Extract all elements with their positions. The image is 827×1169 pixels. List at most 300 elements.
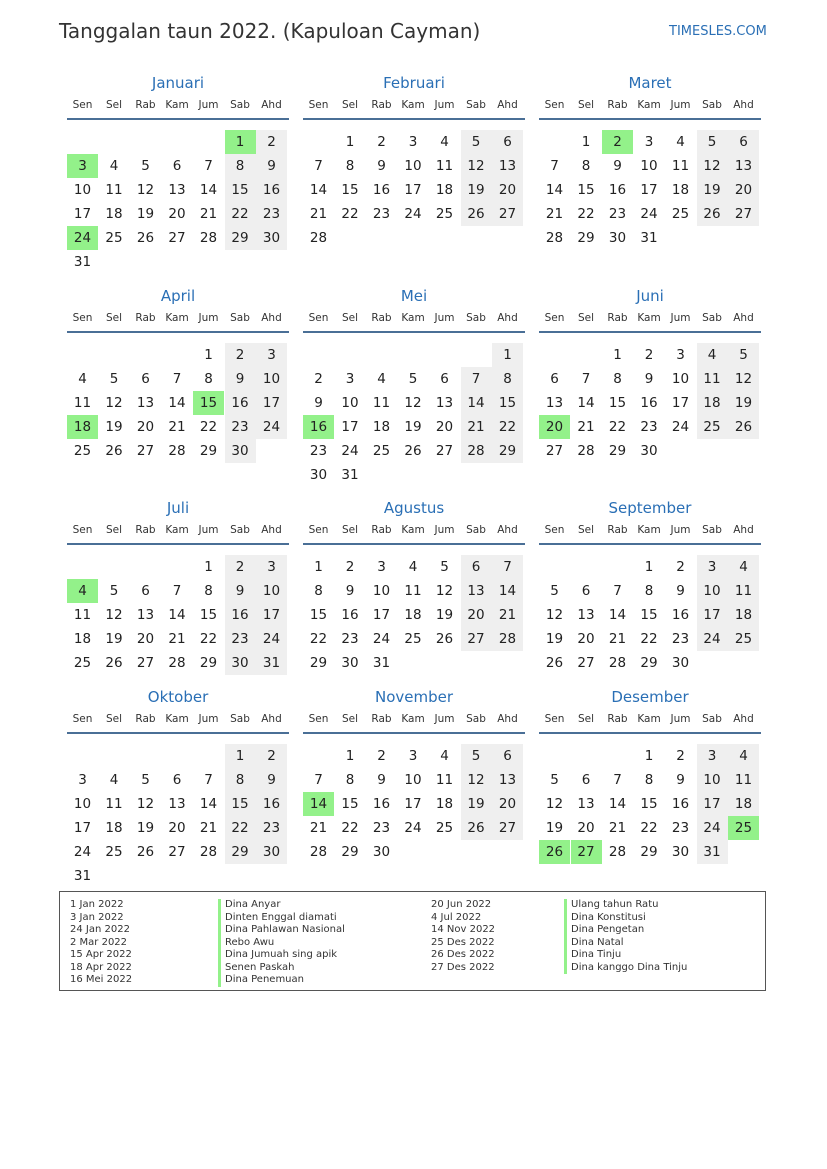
day-cell: 19	[697, 178, 728, 202]
legend-dates-left	[70, 899, 132, 987]
day-cell: 27	[728, 202, 759, 226]
day-cell: 12	[545, 607, 564, 623]
day-cell: 24	[73, 844, 92, 860]
day-cell: 13	[136, 395, 155, 411]
day-cell: 15	[309, 607, 328, 623]
day-cell: 28	[309, 230, 328, 246]
day-cell: 4	[109, 772, 119, 788]
day-cell: 7	[613, 772, 622, 788]
day-cell: 2	[314, 371, 323, 387]
day-cell: 15	[341, 796, 359, 812]
day-cell: 5	[408, 371, 418, 387]
day-cell: 13	[168, 796, 186, 812]
legend-date: 18 Apr 2022	[70, 961, 132, 973]
weekday-header: Kam	[165, 713, 189, 725]
day-cell: 26	[136, 230, 155, 246]
month-september	[539, 499, 761, 689]
day-cell: 8	[345, 158, 355, 174]
weekday-header: Rab	[135, 99, 156, 111]
day-cell: 1	[581, 134, 591, 150]
day-cell: 30	[309, 467, 328, 483]
month-november	[303, 688, 525, 878]
day-cell: 8	[204, 371, 213, 387]
weekday-header: Kam	[637, 312, 661, 324]
day-cell: 19	[545, 631, 564, 647]
weekday-header: Sen	[544, 524, 565, 536]
day-cell: 22	[640, 820, 658, 836]
day-cell: 5	[550, 772, 559, 788]
day-cell: 10	[697, 768, 728, 792]
day-cell: 12	[136, 182, 155, 198]
day-cell: 9	[256, 154, 287, 178]
header-rule	[67, 118, 289, 120]
day-cell: 30	[256, 226, 287, 250]
day-cell: 21	[545, 206, 564, 222]
header-rule	[539, 732, 761, 734]
day-cell: 17	[256, 391, 287, 415]
day-cell: 23	[372, 820, 391, 836]
day-cell: 28	[461, 439, 492, 463]
day-cell: 24	[671, 419, 690, 435]
day-cell: 12	[435, 583, 454, 599]
day-cell: 3	[697, 744, 728, 768]
day-cell: 5	[141, 772, 150, 788]
legend-date: 3 Jan 2022	[70, 911, 124, 923]
weekday-header: Sen	[308, 312, 329, 324]
day-cell: 15	[225, 792, 256, 816]
weekday-header: Jum	[670, 524, 691, 536]
day-cell: 25	[671, 206, 690, 222]
day-cell: 15	[492, 391, 523, 415]
holiday-day-cell: 16	[303, 415, 334, 439]
day-cell: 27	[545, 443, 564, 459]
holiday-day-cell: 1	[225, 130, 256, 154]
day-cell: 4	[676, 134, 685, 150]
day-cell: 20	[492, 178, 523, 202]
day-cell: 3	[408, 748, 418, 764]
legend-holiday-name: Rebo Awu	[218, 937, 345, 950]
day-cell: 1	[345, 134, 355, 150]
day-cell: 2	[256, 744, 287, 768]
legend-date: 16 Mei 2022	[70, 974, 133, 985]
day-cell: 31	[73, 868, 92, 884]
weekday-header: Kam	[165, 524, 189, 536]
day-cell: 27	[136, 443, 155, 459]
header-rule	[539, 543, 761, 545]
day-cell: 15	[608, 395, 627, 411]
day-cell: 8	[492, 367, 523, 391]
holiday-day-cell: 4	[67, 579, 98, 603]
legend-holiday-name: Dina Pengetan	[564, 924, 687, 937]
day-cell: 19	[435, 607, 454, 623]
day-cell: 8	[314, 583, 323, 599]
day-cell: 11	[435, 158, 454, 174]
day-cell: 16	[372, 796, 391, 812]
day-cell: 18	[728, 792, 759, 816]
site-link[interactable]: TIMESLES.COM	[669, 24, 767, 39]
day-cell: 22	[341, 820, 359, 836]
legend-date: 4 Jul 2022	[431, 911, 482, 923]
day-cell: 26	[697, 202, 728, 226]
day-cell: 15	[225, 178, 256, 202]
day-cell: 9	[256, 768, 287, 792]
weekday-header: Jum	[434, 312, 455, 324]
weekday-header: Sab	[702, 713, 722, 725]
day-cell: 1	[644, 748, 654, 764]
day-cell: 29	[341, 844, 359, 860]
weekday-header: Sel	[105, 524, 123, 536]
day-cell: 24	[697, 627, 728, 651]
day-cell: 29	[640, 844, 658, 860]
day-cell: 12	[404, 395, 422, 411]
day-cell: 13	[545, 395, 564, 411]
legend-holiday-name: Dina Penemuan	[218, 974, 345, 987]
day-cell: 16	[256, 792, 287, 816]
weekday-header: Ahd	[261, 524, 282, 536]
weekday-header: Rab	[371, 312, 392, 324]
day-cell: 12	[136, 796, 155, 812]
legend-holiday-name: Dina Tinju	[564, 949, 687, 962]
day-cell: 6	[172, 772, 182, 788]
day-cell: 2	[676, 748, 685, 764]
day-cell: 10	[341, 395, 359, 411]
day-cell: 28	[545, 230, 564, 246]
weekday-header: Sab	[230, 99, 250, 111]
day-cell: 9	[377, 772, 386, 788]
day-cell: 23	[225, 627, 256, 651]
day-cell: 11	[728, 768, 759, 792]
day-cell: 7	[172, 371, 182, 387]
day-cell: 14	[608, 796, 627, 812]
day-cell: 2	[377, 748, 386, 764]
day-cell: 7	[492, 555, 523, 579]
legend-holiday-name: Dina Konstitusi	[564, 912, 687, 925]
day-cell: 29	[199, 655, 218, 671]
weekday-header: Ahd	[261, 713, 282, 725]
weekday-header: Sen	[72, 312, 93, 324]
day-cell: 22	[225, 816, 256, 840]
holiday-day-cell: 3	[67, 154, 98, 178]
day-cell: 3	[676, 347, 685, 363]
day-cell: 1	[492, 343, 523, 367]
day-cell: 19	[461, 792, 492, 816]
weekday-header: Ahd	[497, 99, 518, 111]
legend-date: 24 Jan 2022	[70, 924, 130, 935]
day-cell: 5	[697, 130, 728, 154]
day-cell: 25	[73, 655, 92, 671]
header-rule	[67, 732, 289, 734]
day-cell: 15	[640, 796, 658, 812]
month-name: Maret	[628, 74, 672, 92]
day-cell: 28	[608, 655, 627, 671]
day-cell: 6	[141, 583, 150, 599]
month-name: Januari	[151, 74, 205, 92]
day-cell: 7	[550, 158, 559, 174]
weekday-header: Sel	[577, 524, 595, 536]
day-cell: 22	[492, 415, 523, 439]
legend-names-left	[218, 899, 345, 987]
day-cell: 1	[644, 559, 654, 575]
day-cell: 7	[204, 772, 213, 788]
holiday-day-cell: 27	[571, 840, 602, 864]
day-cell: 4	[728, 555, 759, 579]
header-rule	[539, 331, 761, 333]
day-cell: 23	[256, 816, 287, 840]
day-cell: 13	[577, 796, 595, 812]
weekday-header: Kam	[637, 99, 661, 111]
day-cell: 10	[256, 579, 287, 603]
day-cell: 18	[697, 391, 728, 415]
day-cell: 30	[671, 655, 690, 671]
day-cell: 25	[372, 443, 391, 459]
day-cell: 19	[728, 391, 759, 415]
holiday-day-cell: 26	[539, 840, 570, 864]
day-cell: 1	[225, 744, 256, 768]
day-cell: 12	[105, 607, 123, 623]
day-cell: 21	[608, 631, 627, 647]
day-cell: 3	[644, 134, 654, 150]
day-cell: 29	[309, 655, 328, 671]
weekday-header: Rab	[135, 524, 156, 536]
legend-holiday-name: Ulang tahun Ratu	[564, 899, 687, 912]
weekday-header: Kam	[165, 99, 189, 111]
day-cell: 23	[671, 631, 690, 647]
day-cell: 12	[545, 796, 564, 812]
day-cell: 11	[372, 395, 391, 411]
day-cell: 29	[225, 226, 256, 250]
weekday-header: Sel	[577, 312, 595, 324]
day-cell: 27	[492, 816, 523, 840]
weekday-header: Ahd	[733, 99, 754, 111]
day-cell: 18	[404, 607, 422, 623]
legend-date: 1 Jan 2022	[70, 899, 124, 910]
day-cell: 20	[435, 419, 454, 435]
day-cell: 16	[671, 796, 690, 812]
day-cell: 16	[225, 391, 256, 415]
day-cell: 20	[461, 603, 492, 627]
day-cell: 21	[577, 419, 595, 435]
day-cell: 21	[608, 820, 627, 836]
legend-date: 15 Apr 2022	[70, 949, 132, 960]
month-mei	[303, 287, 525, 483]
day-cell: 20	[728, 178, 759, 202]
day-cell: 19	[105, 631, 123, 647]
day-cell: 16	[372, 182, 391, 198]
day-cell: 15	[640, 607, 658, 623]
weekday-header: Rab	[371, 713, 392, 725]
header-rule	[67, 543, 289, 545]
day-cell: 27	[136, 655, 155, 671]
day-cell: 31	[341, 467, 359, 483]
day-cell: 15	[577, 182, 595, 198]
day-cell: 21	[199, 820, 218, 836]
day-cell: 27	[461, 627, 492, 651]
day-cell: 21	[168, 631, 186, 647]
weekday-header: Jum	[198, 713, 219, 725]
day-cell: 18	[728, 603, 759, 627]
day-cell: 7	[172, 583, 182, 599]
day-cell: 13	[492, 154, 523, 178]
day-cell: 24	[404, 206, 422, 222]
day-cell: 19	[136, 820, 155, 836]
day-cell: 23	[225, 415, 256, 439]
day-cell: 4	[78, 371, 87, 387]
header-rule	[303, 543, 525, 545]
day-cell: 17	[73, 206, 92, 222]
day-cell: 28	[608, 844, 627, 860]
day-cell: 26	[136, 844, 155, 860]
holiday-day-cell: 25	[728, 816, 759, 840]
day-cell: 11	[105, 182, 123, 198]
weekday-header: Rab	[607, 713, 628, 725]
day-cell: 5	[461, 744, 492, 768]
day-cell: 20	[168, 820, 186, 836]
day-cell: 5	[440, 559, 449, 575]
legend-holiday-name: Dinten Enggal diamati	[218, 912, 345, 925]
day-cell: 24	[256, 415, 287, 439]
day-cell: 8	[204, 583, 213, 599]
day-cell: 3	[408, 134, 418, 150]
day-cell: 24	[372, 631, 391, 647]
weekday-header: Kam	[165, 312, 189, 324]
legend-holiday-name: Dina Pahlawan Nasional	[218, 924, 345, 937]
day-cell: 13	[728, 154, 759, 178]
day-cell: 21	[461, 415, 492, 439]
day-cell: 10	[671, 371, 690, 387]
header-rule	[303, 118, 525, 120]
day-cell: 6	[492, 130, 523, 154]
weekday-header: Jum	[670, 312, 691, 324]
month-name: Februari	[383, 74, 445, 92]
day-cell: 10	[404, 772, 422, 788]
day-cell: 21	[309, 820, 328, 836]
day-cell: 18	[671, 182, 690, 198]
header-rule	[67, 331, 289, 333]
month-juli	[67, 499, 289, 689]
weekday-header: Kam	[401, 99, 425, 111]
day-cell: 30	[671, 844, 690, 860]
day-cell: 7	[314, 158, 323, 174]
legend-date: 14 Nov 2022	[431, 924, 496, 935]
weekday-header: Jum	[198, 99, 219, 111]
weekday-header: Jum	[198, 524, 219, 536]
day-cell: 10	[73, 182, 92, 198]
day-cell: 14	[608, 607, 627, 623]
day-cell: 14	[492, 579, 523, 603]
day-cell: 23	[341, 631, 359, 647]
month-name: Mei	[400, 287, 428, 305]
weekday-header: Ahd	[497, 312, 518, 324]
day-cell: 30	[225, 651, 256, 675]
day-cell: 10	[372, 583, 391, 599]
day-cell: 13	[492, 768, 523, 792]
day-cell: 1	[314, 559, 323, 575]
day-cell: 29	[225, 840, 256, 864]
day-cell: 7	[461, 367, 492, 391]
day-cell: 20	[577, 631, 595, 647]
day-cell: 11	[73, 395, 92, 411]
day-cell: 6	[728, 130, 759, 154]
day-cell: 10	[697, 579, 728, 603]
day-cell: 21	[492, 603, 523, 627]
holiday-day-cell: 18	[67, 415, 98, 439]
day-cell: 25	[435, 206, 454, 222]
day-cell: 9	[676, 772, 685, 788]
day-cell: 20	[136, 631, 155, 647]
day-cell: 16	[225, 603, 256, 627]
day-cell: 28	[199, 844, 218, 860]
month-name: Juni	[636, 287, 664, 305]
day-cell: 27	[168, 230, 186, 246]
day-cell: 5	[550, 583, 559, 599]
weekday-header: Sel	[105, 713, 123, 725]
day-cell: 17	[372, 607, 391, 623]
day-cell: 12	[697, 154, 728, 178]
day-cell: 11	[671, 158, 690, 174]
day-cell: 5	[141, 158, 150, 174]
legend-date: 27 Des 2022	[431, 961, 495, 973]
day-cell: 7	[613, 583, 622, 599]
day-cell: 20	[168, 206, 186, 222]
weekday-header: Sel	[577, 713, 595, 725]
day-cell: 25	[435, 820, 454, 836]
day-cell: 7	[581, 371, 591, 387]
day-cell: 4	[377, 371, 386, 387]
day-cell: 4	[440, 134, 449, 150]
day-cell: 12	[105, 395, 123, 411]
weekday-header: Sel	[341, 99, 359, 111]
day-cell: 31	[640, 230, 658, 246]
day-cell: 26	[461, 816, 492, 840]
month-januari	[67, 74, 289, 270]
day-cell: 14	[577, 395, 595, 411]
day-cell: 16	[640, 395, 658, 411]
legend-holiday-name: Dina Jumuah sing apik	[218, 949, 345, 962]
day-cell: 13	[136, 607, 155, 623]
day-cell: 22	[199, 419, 218, 435]
day-cell: 25	[697, 415, 728, 439]
day-cell: 1	[204, 559, 213, 575]
day-cell: 14	[309, 182, 328, 198]
day-cell: 17	[73, 820, 92, 836]
day-cell: 8	[581, 158, 591, 174]
month-maret	[539, 74, 761, 264]
day-cell: 26	[105, 655, 123, 671]
weekday-header: Sen	[544, 99, 565, 111]
weekday-header: Sen	[308, 713, 329, 725]
day-cell: 21	[168, 419, 186, 435]
weekday-header: Ahd	[497, 524, 518, 536]
day-cell: 30	[256, 840, 287, 864]
day-cell: 15	[199, 607, 218, 623]
weekday-header: Sen	[544, 713, 565, 725]
day-cell: 7	[314, 772, 323, 788]
weekday-header: Sab	[466, 312, 486, 324]
day-cell: 27	[435, 443, 454, 459]
weekday-header: Rab	[135, 312, 156, 324]
day-cell: 16	[671, 607, 690, 623]
day-cell: 7	[204, 158, 213, 174]
day-cell: 6	[461, 555, 492, 579]
day-cell: 3	[697, 555, 728, 579]
holiday-day-cell: 20	[539, 415, 570, 439]
legend-holiday-name: Dina Anyar	[218, 899, 345, 912]
month-name: November	[374, 688, 454, 706]
day-cell: 14	[545, 182, 564, 198]
header-rule	[539, 118, 761, 120]
month-name: September	[608, 499, 692, 517]
day-cell: 22	[577, 206, 595, 222]
